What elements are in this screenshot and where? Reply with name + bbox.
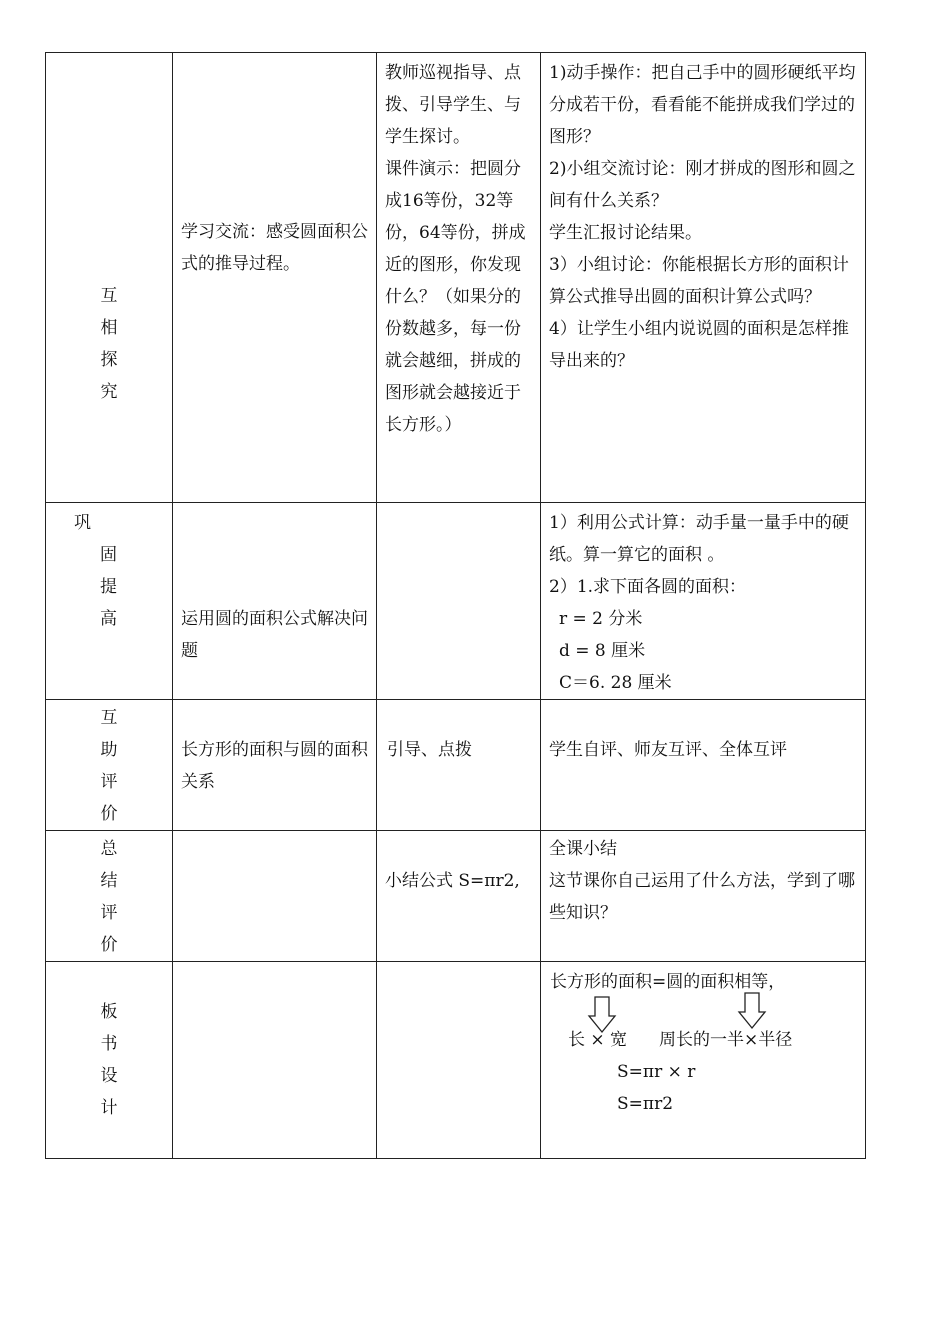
content-text: 长方形的面积与圆的面积关系 [181, 740, 368, 792]
student-text: 2）1.求下面各圆的面积： [549, 577, 747, 597]
stage-cell [46, 831, 173, 962]
student-text: 全课小结 [549, 839, 617, 859]
board-formula: S=πr2 [617, 1094, 674, 1114]
stage-char: 探 [100, 350, 118, 370]
stage-char: 究 [100, 382, 118, 402]
stage-char: 计 [100, 1098, 118, 1118]
stage-char: 评 [100, 903, 118, 923]
stage-char: 结 [100, 871, 118, 891]
stage-char: 相 [100, 318, 118, 338]
stage-char: 巩 [74, 513, 91, 533]
board-line: 长 × 宽 [568, 1030, 628, 1050]
stage-char: 设 [100, 1066, 118, 1086]
table-row [46, 831, 866, 962]
teacher-cell [377, 503, 541, 700]
student-cell [541, 831, 866, 962]
teacher-text: 引导、点拨 [387, 740, 472, 760]
student-text: 学生自评、师友互评、全体互评 [549, 740, 787, 760]
content-cell [173, 503, 377, 700]
student-cell [541, 503, 866, 700]
student-text: 学生汇报讨论结果。 [549, 223, 702, 243]
stage-cell [46, 53, 173, 503]
stage-char: 评 [100, 772, 118, 792]
student-text: r = 2 分米 [559, 609, 643, 629]
content-cell [173, 700, 377, 831]
content-cell [173, 962, 377, 1159]
board-design [541, 962, 865, 1157]
stage-char: 助 [100, 740, 118, 760]
content-cell [173, 831, 377, 962]
stage-char: 互 [100, 286, 118, 306]
stage-char: 价 [100, 804, 118, 824]
content-text: 运用圆的面积公式解决问题 [181, 609, 368, 661]
content-text: 学习交流：感受圆面积公式的推导过程。 [181, 222, 368, 274]
teacher-cell [377, 53, 541, 503]
board-line: 周长的一半×半径 [659, 1030, 793, 1050]
table-row [46, 700, 866, 831]
teacher-cell [377, 962, 541, 1159]
table-row [46, 53, 866, 503]
stage-char: 价 [100, 935, 118, 955]
student-text: 2)小组交流讨论：刚才拼成的图形和圆之间有什么关系？ [549, 159, 856, 211]
student-text: d = 8 厘米 [559, 641, 646, 661]
stage-char: 书 [100, 1034, 118, 1054]
student-text: 3）小组讨论：你能根据长方形的面积计算公式推导出圆的面积计算公式吗？ [549, 255, 849, 307]
table-row [46, 962, 866, 1159]
teacher-text: 小结公式 S=πr2, [385, 871, 520, 891]
student-cell [541, 700, 866, 831]
stage-char: 互 [100, 708, 118, 728]
board-formula: S=πr × r [617, 1062, 696, 1082]
lesson-plan-table [45, 52, 866, 1159]
teacher-cell [377, 700, 541, 831]
board-line: 长方形的面积=圆的面积相等， [550, 972, 786, 992]
stage-char: 固 [100, 545, 117, 565]
stage-cell [46, 962, 173, 1159]
board-cell [541, 962, 866, 1159]
student-text: 4）让学生小组内说说圆的面积是怎样推导出来的？ [549, 319, 849, 371]
teacher-cell [377, 831, 541, 962]
stage-char: 板 [100, 1002, 118, 1022]
table-row [46, 503, 866, 700]
student-text: 1）利用公式计算：动手量一量手中的硬纸。算一算它的面积 。 [549, 513, 849, 565]
teacher-text: 教师巡视指导、点拨、引导学生、与学生探讨。 [385, 63, 521, 147]
student-text: C＝6. 28 厘米 [559, 673, 672, 693]
student-cell [541, 53, 866, 503]
stage-cell [46, 503, 173, 700]
student-text: 1)动手操作：把自己手中的圆形硬纸平均分成若干份，看看能不能拼成我们学过的图形？ [549, 63, 856, 147]
stage-char: 高 [100, 609, 117, 629]
stage-cell [46, 700, 173, 831]
content-cell [173, 53, 377, 503]
student-text: 这节课你自己运用了什么方法，学到了哪些知识？ [549, 871, 855, 923]
stage-char: 总 [100, 839, 118, 859]
teacher-text: 课件演示：把圆分成16等份，32等份，64等份，拼成近的图形，你发现什么？（如果分的份数越多，每一份就会越细，拼成的图形就会越接近于长方形。） [385, 159, 526, 435]
stage-char: 提 [100, 577, 117, 597]
